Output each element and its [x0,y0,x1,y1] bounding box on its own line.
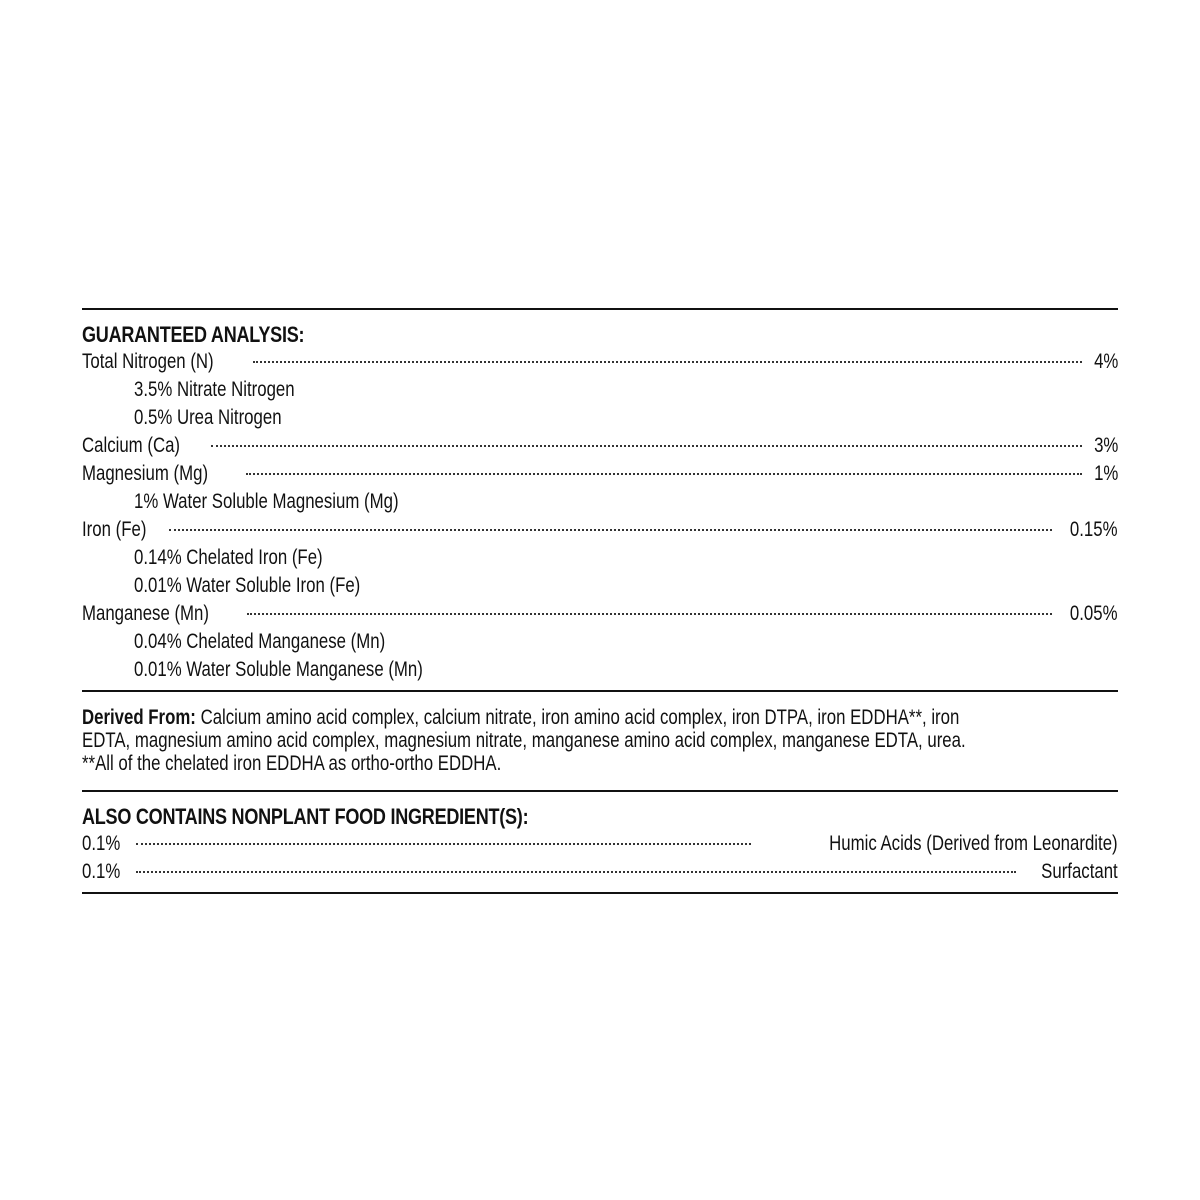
middle-rule [82,690,1118,692]
dot-leader [247,613,1053,615]
nonplant-label: Surfactant [1041,860,1118,883]
analysis-value: 0.15% [1070,518,1118,541]
analysis-label: Total Nitrogen (N) [82,350,214,373]
dot-leader [136,843,751,845]
derived-from-line-2: EDTA, magnesium amino acid complex, magnesium nitrate, manganese amino acid complex, manganese EDTA, urea. [82,729,966,752]
guaranteed-analysis-list [82,348,1118,684]
derived-from-label: Derived From: [82,706,196,729]
analysis-subrow [82,628,1118,656]
nonplant-label: Humic Acids (Derived from Leonardite) [829,832,1118,855]
top-rule [82,308,1118,310]
derived-from-line-1: Calcium amino acid complex, calcium nitrate, iron amino acid complex, iron DTPA, iron EDDHA**, iron [200,706,960,729]
analysis-sublabel: 1% Water Soluble Magnesium (Mg) [134,490,399,513]
analysis-row-magnesium [82,460,1118,488]
bottom-rule [82,892,1118,894]
analysis-row-manganese [82,600,1118,628]
analysis-label: Calcium (Ca) [82,434,181,457]
analysis-subrow [82,572,1118,600]
analysis-row-iron [82,516,1118,544]
analysis-sublabel: 0.5% Urea Nitrogen [134,406,282,429]
analysis-value: 1% [1093,462,1118,485]
derived-from-footnote: **All of the chelated iron EDDHA as ortho-ortho EDDHA. [82,752,502,775]
analysis-subrow [82,376,1118,404]
nonplant-row-surfactant [82,858,1118,886]
nonplant-row-humic-acids [82,830,1118,858]
analysis-value: 3% [1093,434,1118,457]
analysis-sublabel: 0.04% Chelated Manganese (Mn) [134,630,386,653]
nonplant-heading: ALSO CONTAINS NONPLANT FOOD INGREDIENT(S): [82,804,529,829]
analysis-label: Magnesium (Mg) [82,462,209,485]
analysis-label: Iron (Fe) [82,518,147,541]
dot-leader [253,361,1082,363]
analysis-sublabel: 0.01% Water Soluble Manganese (Mn) [134,658,423,681]
analysis-sublabel: 3.5% Nitrate Nitrogen [134,378,295,401]
nonplant-value: 0.1% [82,832,121,855]
analysis-label: Manganese (Mn) [82,602,209,625]
analysis-sublabel: 0.01% Water Soluble Iron (Fe) [134,574,361,597]
lower-rule [82,790,1118,792]
nonplant-value: 0.1% [82,860,121,883]
nonplant-list [82,830,1118,886]
guaranteed-analysis-heading: GUARANTEED ANALYSIS: [82,322,305,347]
analysis-subrow [82,656,1118,684]
analysis-row-calcium [82,432,1118,460]
dot-leader [211,445,1082,447]
analysis-subrow [82,488,1118,516]
analysis-sublabel: 0.14% Chelated Iron (Fe) [134,546,323,569]
analysis-row-total-nitrogen [82,348,1118,376]
analysis-value: 4% [1093,350,1118,373]
dot-leader [169,529,1053,531]
analysis-subrow [82,404,1118,432]
analysis-subrow [82,544,1118,572]
derived-from-paragraph [82,706,1078,778]
fertilizer-label-panel [82,308,1118,894]
dot-leader [136,871,1016,873]
dot-leader [246,473,1082,475]
analysis-value: 0.05% [1070,602,1118,625]
